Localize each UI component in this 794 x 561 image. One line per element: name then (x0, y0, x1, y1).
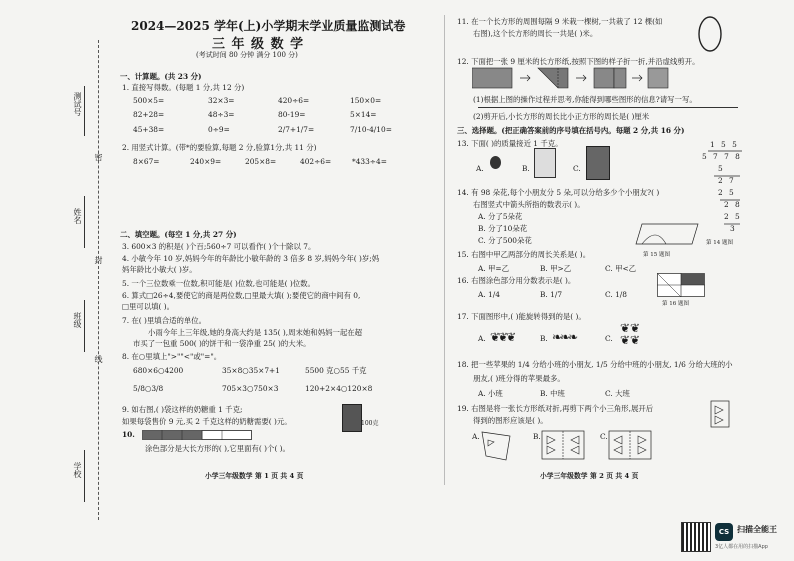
seal-dashed-line (98, 40, 99, 520)
q18-option-b: B. 中班 (540, 389, 565, 398)
q1-item: 45+38= (133, 125, 165, 134)
q6-text-cont: □里可以填( )。 (122, 302, 175, 311)
q16-option-b: B. 1/7 (540, 290, 563, 299)
q1-item: 420÷6= (278, 96, 310, 105)
q13-text: 13. 下面( )的质量接近 1 千克。 (457, 139, 563, 148)
q1-item: 150×0= (350, 96, 382, 105)
q19-option-a: A. (472, 432, 480, 441)
q12-text: 12. 下面把一张 9 厘米的长方形纸,按照下图的样子折一折,并沿虚线剪开。 (457, 57, 700, 66)
leaf-icon: ❦❦ ❦❦ (620, 321, 641, 347)
q8-text: 8. 在○里填上">""<"或"="。 (122, 352, 222, 361)
candy-bag-icon (342, 404, 362, 432)
rice-bag-icon (534, 148, 556, 178)
q1-item: 2/7+1/7= (278, 125, 315, 134)
q10-number: 10. (122, 430, 135, 439)
q19-text-cont: 得到的图形应该是( )。 (473, 416, 548, 425)
q15-figure-caption: 第 15 题图 (643, 252, 670, 258)
q19-option-b: B. (533, 432, 541, 441)
q9-text-cont: 如果每袋售价 9 元,买 2 千克这样的奶糖需要( )元。 (122, 417, 292, 426)
q14-division-step: 2 5 (724, 212, 742, 221)
q14-division-step: 2 5 (718, 188, 736, 197)
page-footer-1: 小学三年级数学 第 1 页 共 4 页 (205, 472, 304, 480)
exam-number-line (84, 86, 85, 136)
q10-text: 涂色部分是大长方形的( ),它里面有( )个( )。 (145, 444, 290, 453)
q12-sub2: (2)剪开后,小长方形的周长比小正方形的周长是( )厘米 (473, 112, 650, 121)
q16-text: 16. 右图涂色部分用分数表示是( )。 (457, 276, 576, 285)
subject-title: 三 年 级 数 学 (212, 37, 305, 52)
q4-text-cont: 妈年龄比小敏大( )岁。 (122, 265, 197, 274)
q11-text-cont: 右图),这个长方形的周长一共是( )米。 (473, 29, 598, 38)
school-label: 学校 (73, 462, 82, 478)
q12-answer-line (478, 107, 738, 108)
q14-division-lines (700, 148, 744, 228)
school-line (84, 450, 85, 502)
q16-figure (657, 273, 705, 297)
q12-sub1: (1)根据上图的操作过程并思考,你能得到哪些图形的信息?请写一写。 (473, 95, 697, 104)
q19-option-c: C. (600, 432, 608, 441)
q17-option-a: A. (478, 334, 486, 343)
q19-folded-figure (710, 400, 732, 430)
qr-code-icon (681, 522, 711, 552)
q1-item: 7/10-4/10= (350, 125, 392, 134)
q2-item: *433÷4= (352, 157, 387, 166)
q18-option-a: A. 小班 (478, 389, 503, 398)
q14-division-step: 2 7 (718, 176, 736, 185)
exam-number-label: 测试号 (73, 92, 82, 116)
binding-margin (0, 0, 120, 561)
q14-text: 14. 有 98 朵花,每个小朋友分 5 朵,可以分给多少个小朋友?( ) (457, 188, 660, 197)
q12-folding-figure (472, 66, 672, 90)
q14-division-quotient: 1 5 5 (710, 140, 739, 149)
q1-item: 0÷9= (208, 125, 230, 134)
class-label: 班级 (73, 312, 82, 328)
apple-icon (490, 156, 501, 169)
q19-option-a-figure (480, 430, 512, 462)
q4-text: 4. 小敏今年 10 岁,妈妈今年的年龄比小敏年龄的 3 倍多 8 岁,妈妈今年( )岁;妈 (122, 254, 380, 263)
q17-option-c: C. (605, 334, 613, 343)
q6-text: 6. 算式□26÷4,要使它的商是两位数,□里最大填( );要使它的商中间有 0, (122, 291, 361, 300)
q14-figure-caption: 第 14 题图 (706, 240, 733, 246)
q1-item: 5×14= (350, 110, 377, 119)
name-line (84, 196, 85, 248)
q8-item: 120+2×4○120×8 (305, 384, 373, 393)
q3-text: 3. 600×3 的积是( )个百;560÷7 可以看作( )个十除以 7。 (122, 242, 316, 251)
q16-option-a: A. 1/4 (478, 290, 500, 299)
q15-figure (632, 222, 702, 248)
q15-option-a: A. 甲=乙 (478, 264, 510, 273)
q8-item: 35×8○35×7+1 (222, 366, 280, 375)
q13-option-b: B. (522, 164, 530, 173)
q19-option-c-figure (608, 430, 652, 460)
q13-option-a: A. (476, 164, 484, 173)
seal-char: 密 (94, 153, 103, 161)
q7-text-b: 市买了一包重 500( )的饼干和一袋净重 25( )的大米。 (133, 339, 311, 348)
q14-division-step: 5 (718, 164, 723, 173)
q8-item: 5500 克○55 千克 (305, 366, 367, 375)
section-2-heading: 二、填空题。(每空 1 分,共 27 分) (120, 230, 237, 239)
column-divider (444, 15, 445, 485)
q1-item: 32×3= (208, 96, 235, 105)
q1-item: 500×5= (133, 96, 165, 105)
q11-text: 11. 在一个长方形的周围每隔 9 米栽一棵树,一共栽了 12 棵(如 (457, 17, 663, 26)
class-line (84, 300, 85, 352)
q8-item: 680×6○4200 (133, 366, 184, 375)
q1-item: 80-19= (278, 110, 306, 119)
q14-option-c: C. 分了500朵花 (478, 236, 532, 245)
q19-option-b-figure (541, 430, 585, 460)
watermark-tagline: 3亿人都在用的扫描App (715, 544, 768, 550)
leaf-icon: ❧❧❧ (552, 330, 577, 344)
watermark-app-name: 扫描全能王 (737, 525, 777, 534)
q10-rectangle-figure (142, 430, 252, 440)
milk-box-icon (586, 146, 610, 180)
leaf-icon: ❦❦❦ (490, 330, 515, 344)
q7-text: 7. 在( )里填合适的单位。 (122, 316, 207, 325)
seal-char-3: 线 (94, 355, 103, 363)
q5-text: 5. 一个三位数乘一位数,积可能是( )位数,也可能是( )位数。 (122, 279, 315, 288)
q15-option-b: B. 甲>乙 (540, 264, 572, 273)
q2-item: 205×8= (245, 157, 277, 166)
candy-weight-label: 100克 (361, 420, 379, 427)
q14-option-a: A. 分了5朵花 (478, 212, 523, 221)
q18-option-c: C. 大班 (605, 389, 630, 398)
q14-division-remainder: 3 (730, 224, 735, 233)
q14-division-dividend: 5 7 7 8 (702, 152, 742, 161)
q1-item: 48÷3= (208, 110, 235, 119)
q1-item: 82+28= (133, 110, 165, 119)
q15-text: 15. 右图中甲乙两部分的周长关系是( )。 (457, 250, 591, 259)
exam-info: (考试时间 80 分钟 满分 100 分) (196, 51, 298, 59)
q2-item: 402÷6= (300, 157, 332, 166)
q17-text: 17. 下面图形中,( )能旋转得到的是( )。 (457, 312, 586, 321)
q18-text: 18. 把一些苹果的 1/4 分给小班的小朋友, 1/5 分给中班的小朋友, 1/6 分给大班的小 (457, 360, 733, 369)
q7-text-a: 小雨今年上三年级,她的身高大约是 135( ),周末她和妈妈一起在超 (148, 328, 363, 337)
q16-figure-caption: 第 16 题图 (662, 301, 689, 307)
name-label: 姓名 (73, 208, 82, 224)
q11-oval-figure (695, 14, 725, 54)
q2-item: 8×67= (133, 157, 160, 166)
q2-item: 240×9= (190, 157, 222, 166)
q18-text-cont: 朋友,( )班分得的苹果最多。 (473, 374, 565, 383)
q19-text: 19. 右图是将一张长方形纸对折,再剪下两个小三角形,展开后 (457, 404, 654, 413)
q8-item: 5/8○3/8 (133, 384, 164, 393)
seal-char-2: 封 (94, 256, 103, 264)
q16-option-c: C. 1/8 (605, 290, 627, 299)
q17-option-b: B. (540, 334, 548, 343)
section-1-heading: 一、计算题。(共 23 分) (120, 72, 202, 81)
q15-option-c: C. 甲<乙 (605, 264, 637, 273)
q8-item: 705×3○750×3 (222, 384, 279, 393)
exam-title: 2024—2025 学年(上)小学期末学业质量监测试卷 (131, 19, 406, 33)
q1-title: 1. 直接写得数。(每题 1 分,共 12 分) (122, 83, 245, 92)
q14-text-cont: 右图竖式中箭头所指的数表示( )。 (473, 200, 585, 209)
q2-title: 2. 用竖式计算。(带*的要验算,每题 2 分,验算1分,共 11 分) (122, 143, 317, 152)
q14-division-step: 2 8 (724, 200, 742, 209)
section-3-heading: 三、选择题。(把正确答案前的序号填在括号内。每题 2 分,共 16 分) (457, 126, 685, 135)
q14-option-b: B. 分了10朵花 (478, 224, 528, 233)
page-footer-2: 小学三年级数学 第 2 页 共 4 页 (540, 472, 639, 480)
camscanner-logo: CS (715, 523, 733, 541)
q9-text: 9. 如右图,( )袋这样的奶糖重 1 千克; (122, 405, 243, 414)
q13-option-c: C. (573, 164, 581, 173)
